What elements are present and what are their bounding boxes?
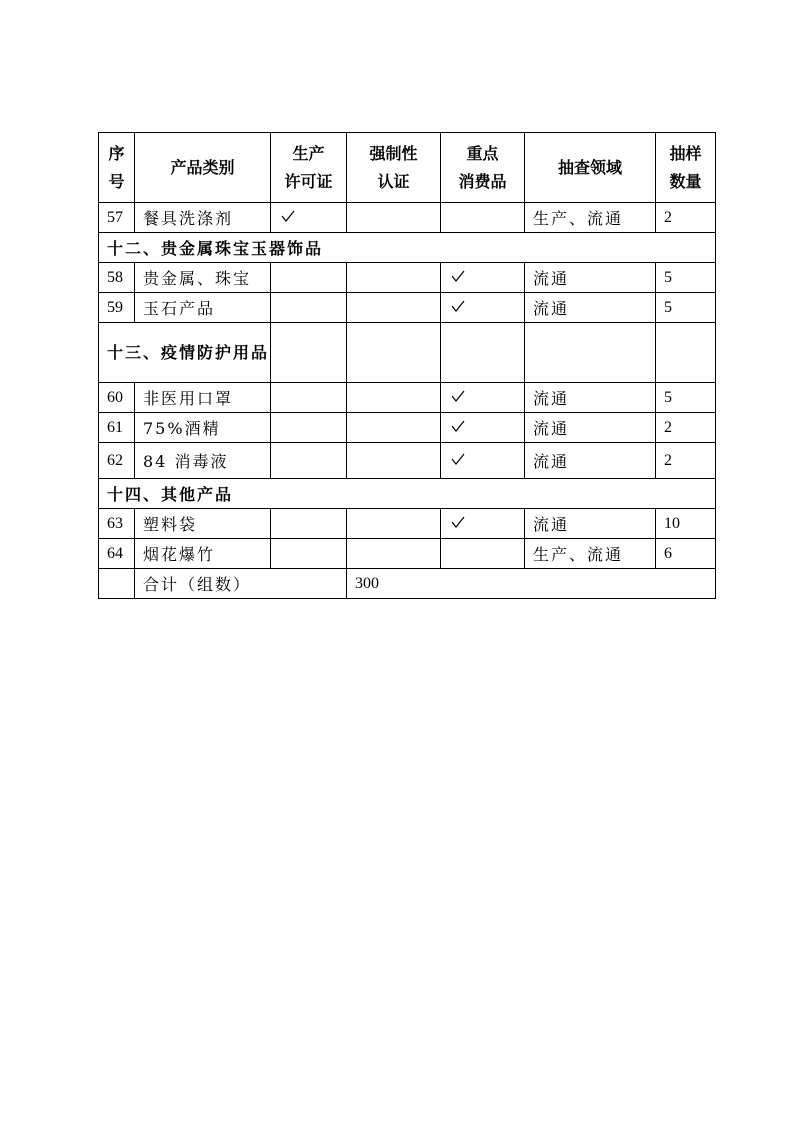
cell-license xyxy=(271,509,347,539)
cell-ccc xyxy=(347,413,441,443)
cell-ccc xyxy=(347,539,441,569)
cell-key xyxy=(441,509,525,539)
check-mark-icon xyxy=(451,389,465,403)
section-title: 十二、贵金属珠宝玉器饰品 xyxy=(99,233,716,263)
header-seq-line2: 号 xyxy=(108,171,125,191)
cell-key xyxy=(441,203,525,233)
row-number: 63 xyxy=(99,509,135,539)
table-row xyxy=(99,293,716,323)
table-row xyxy=(99,203,716,233)
table-row xyxy=(99,413,716,443)
section-title: 十三、疫情防护用品 xyxy=(99,323,271,383)
header-key-line1: 重点 xyxy=(466,143,499,163)
total-value: 300 xyxy=(347,569,716,599)
total-row xyxy=(99,569,716,599)
cell-license xyxy=(271,263,347,293)
product-name: 餐具洗涤剂 xyxy=(135,203,271,233)
table-header-row xyxy=(99,133,716,203)
cell-key xyxy=(441,539,525,569)
cell-key xyxy=(441,383,525,413)
sample-quantity: 5 xyxy=(656,383,716,413)
cell-ccc xyxy=(347,203,441,233)
header-key xyxy=(441,133,525,203)
product-name: 塑料袋 xyxy=(135,509,271,539)
cell-key xyxy=(441,293,525,323)
row-number: 59 xyxy=(99,293,135,323)
sampling-domain: 流通 xyxy=(525,293,656,323)
sampling-table xyxy=(98,132,716,599)
check-mark-icon xyxy=(451,452,465,466)
cell-ccc xyxy=(347,293,441,323)
table-row xyxy=(99,509,716,539)
header-domain: 抽查领域 xyxy=(525,133,656,203)
product-name: 75%酒精 xyxy=(135,413,271,443)
product-name: 贵金属、珠宝 xyxy=(135,263,271,293)
table-row xyxy=(99,539,716,569)
sample-quantity: 5 xyxy=(656,263,716,293)
cell-ccc xyxy=(347,443,441,479)
check-mark-icon xyxy=(451,269,465,283)
header-license xyxy=(271,133,347,203)
check-mark-icon xyxy=(451,515,465,529)
cell-key xyxy=(441,263,525,293)
sampling-domain: 流通 xyxy=(525,509,656,539)
product-name: 烟花爆竹 xyxy=(135,539,271,569)
sampling-domain: 流通 xyxy=(525,263,656,293)
check-mark-icon xyxy=(451,419,465,433)
sample-quantity: 5 xyxy=(656,293,716,323)
sampling-domain: 流通 xyxy=(525,443,656,479)
table-row xyxy=(99,443,716,479)
header-sample xyxy=(656,133,716,203)
header-sample-line1: 抽样 xyxy=(669,143,702,163)
table-row xyxy=(99,263,716,293)
total-label: 合计（组数） xyxy=(135,569,347,599)
row-number: 58 xyxy=(99,263,135,293)
cell-license xyxy=(271,413,347,443)
row-number: 61 xyxy=(99,413,135,443)
sample-quantity: 2 xyxy=(656,203,716,233)
sample-quantity: 2 xyxy=(656,413,716,443)
table-row xyxy=(99,383,716,413)
header-license-line2: 许可证 xyxy=(284,171,333,191)
sampling-domain: 生产、流通 xyxy=(525,539,656,569)
cell-license xyxy=(271,293,347,323)
product-name: 84 消毒液 xyxy=(135,443,271,479)
empty-cell xyxy=(99,569,135,599)
sampling-domain: 生产、流通 xyxy=(525,203,656,233)
empty-cell xyxy=(525,323,656,383)
sample-quantity: 2 xyxy=(656,443,716,479)
sample-quantity: 10 xyxy=(656,509,716,539)
cell-key xyxy=(441,413,525,443)
header-ccc-line2: 认证 xyxy=(377,171,410,191)
cell-ccc xyxy=(347,383,441,413)
sampling-domain: 流通 xyxy=(525,413,656,443)
sampling-domain: 流通 xyxy=(525,383,656,413)
cell-key xyxy=(441,443,525,479)
empty-cell xyxy=(347,323,441,383)
row-number: 64 xyxy=(99,539,135,569)
header-category: 产品类别 xyxy=(135,133,271,203)
row-number: 62 xyxy=(99,443,135,479)
empty-cell xyxy=(656,323,716,383)
empty-cell xyxy=(441,323,525,383)
row-number: 60 xyxy=(99,383,135,413)
header-ccc xyxy=(347,133,441,203)
sample-quantity: 6 xyxy=(656,539,716,569)
header-seq xyxy=(99,133,135,203)
product-name: 非医用口罩 xyxy=(135,383,271,413)
cell-license xyxy=(271,383,347,413)
header-license-line1: 生产 xyxy=(292,143,325,163)
section-row xyxy=(99,479,716,509)
check-mark-icon xyxy=(281,209,295,223)
section-title: 十四、其他产品 xyxy=(99,479,716,509)
row-number: 57 xyxy=(99,203,135,233)
cell-license xyxy=(271,443,347,479)
cell-ccc xyxy=(347,263,441,293)
section-row xyxy=(99,233,716,263)
header-ccc-line1: 强制性 xyxy=(369,143,418,163)
cell-ccc xyxy=(347,509,441,539)
product-name: 玉石产品 xyxy=(135,293,271,323)
cell-license xyxy=(271,203,347,233)
header-sample-line2: 数量 xyxy=(669,171,702,191)
cell-license xyxy=(271,539,347,569)
check-mark-icon xyxy=(451,299,465,313)
header-seq-line1: 序 xyxy=(108,143,125,163)
header-key-line2: 消费品 xyxy=(458,171,507,191)
empty-cell xyxy=(271,323,347,383)
section-row xyxy=(99,323,716,383)
